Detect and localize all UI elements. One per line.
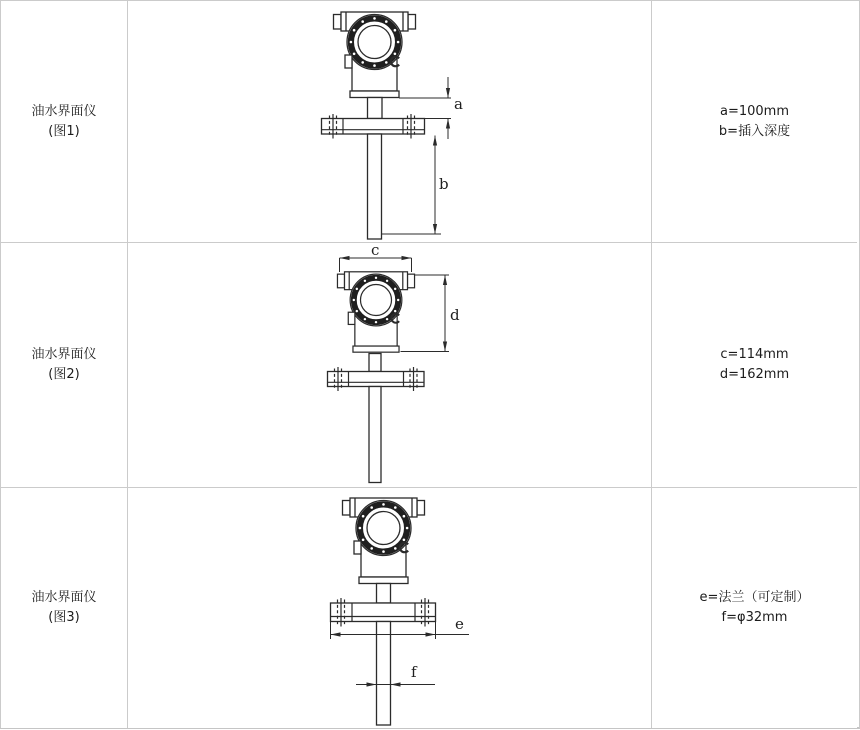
dim-label-b: b <box>439 175 449 193</box>
probe-tube <box>368 134 382 239</box>
dimension-note-line: e=法兰（可定制） <box>699 590 810 605</box>
neck-tube <box>377 584 391 604</box>
instrument-diagram-fig2 <box>128 243 651 487</box>
neck-tube <box>368 98 383 119</box>
diagram-cell-2 <box>128 243 652 488</box>
dim-label-f: f <box>411 663 417 681</box>
product-label-cell-3 <box>1 488 128 728</box>
dimension-note-line: a=100mm <box>720 103 789 119</box>
product-label-cell-1 <box>1 1 128 243</box>
product-label-cell-2 <box>1 243 128 488</box>
figure-number: (图1) <box>48 123 80 139</box>
dim-label-a: a <box>454 95 463 113</box>
product-name: 油水界面仪 <box>31 347 97 362</box>
figure-number: (图3) <box>48 610 80 625</box>
transmitter-head <box>334 12 416 98</box>
dim-label-e: e <box>455 615 464 633</box>
dim-label-d: d <box>450 306 460 324</box>
diagram-cell-1 <box>128 1 652 243</box>
product-name: 油水界面仪 <box>31 103 97 119</box>
transmitter-head <box>343 498 425 584</box>
dimension-note-line: d=162mm <box>719 367 790 382</box>
dimension-note-cell-3 <box>652 488 857 728</box>
dimension-note-line: f=φ32mm <box>721 610 788 625</box>
dimension-note-cell-1 <box>652 1 857 243</box>
instrument-diagram-fig1 <box>128 1 651 242</box>
neck-tube <box>369 354 381 372</box>
transmitter-head <box>337 272 414 352</box>
dim-label-c: c <box>371 243 380 259</box>
product-name: 油水界面仪 <box>31 590 97 605</box>
figure-number: (图2) <box>48 367 80 382</box>
diagram-cell-3 <box>128 488 652 728</box>
probe-tube <box>369 387 381 483</box>
dimension-note-cell-2 <box>652 243 857 488</box>
dimension-note-line: b=插入深度 <box>718 123 791 139</box>
probe-tube <box>377 622 391 726</box>
dimension-note-line: c=114mm <box>720 347 789 362</box>
dimension-b <box>382 136 449 235</box>
dimension-f <box>356 663 435 687</box>
dimension-c <box>340 243 412 272</box>
instrument-diagram-fig3 <box>128 488 651 728</box>
